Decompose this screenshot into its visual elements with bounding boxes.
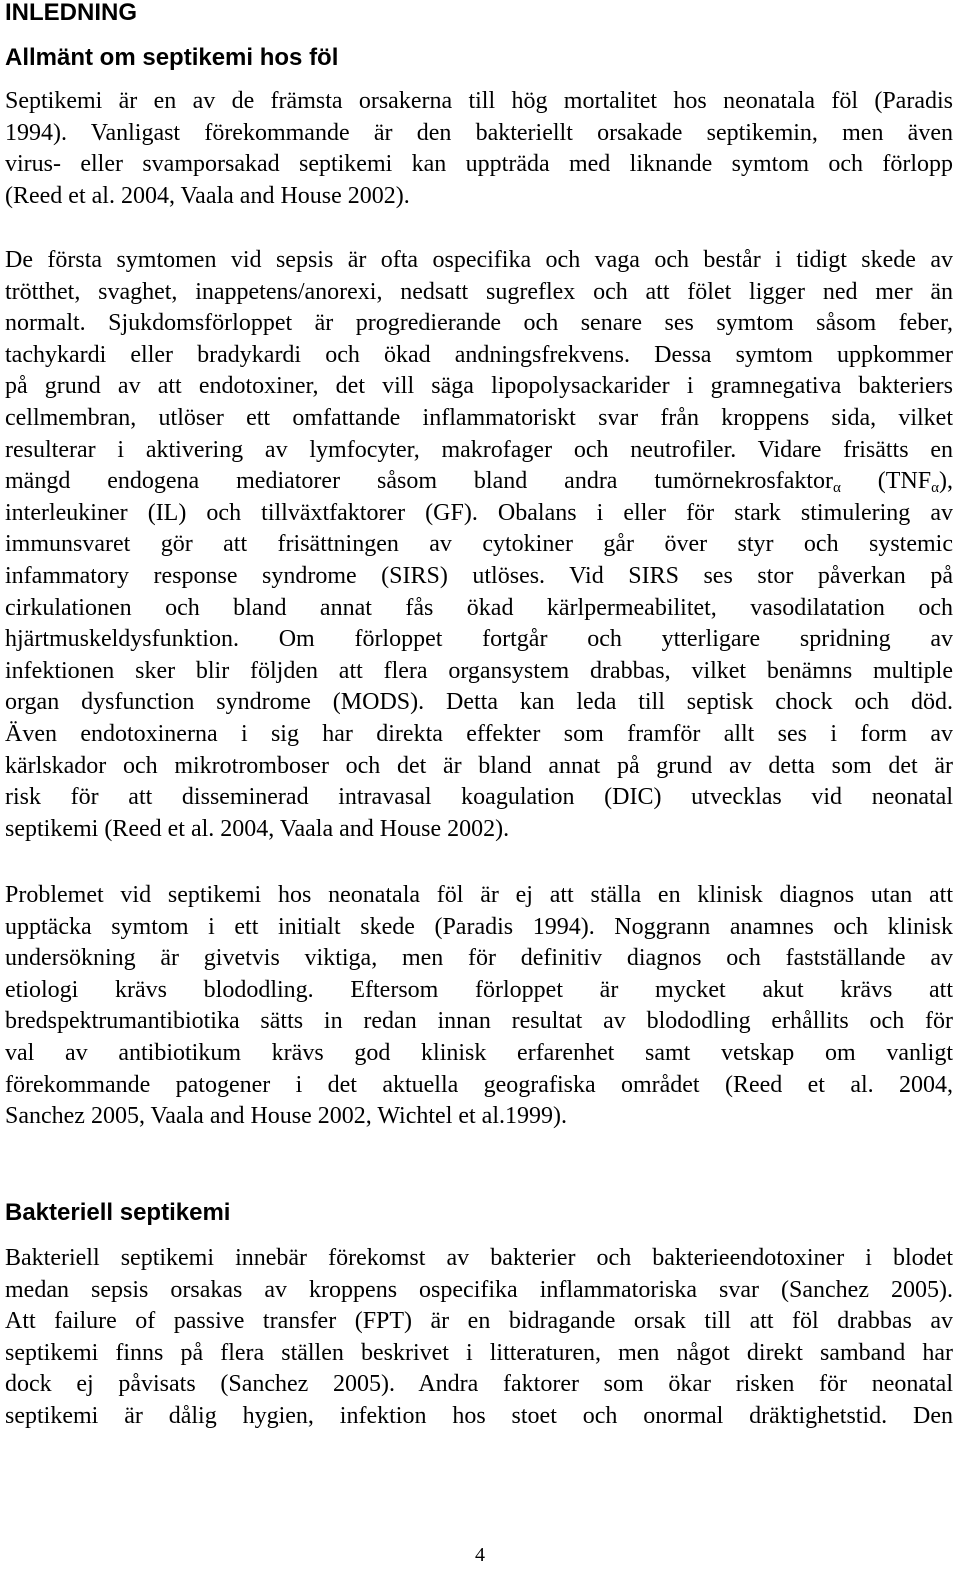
text-line: val av antibiotikum krävs god klinisk erfarenhet samt vetskap om vanligt: [5, 1039, 953, 1066]
tnf-text-after: ),: [939, 468, 953, 495]
section-title-allmant: Allmänt om septikemi hos föl: [5, 44, 339, 71]
text-line: cirkulationen och bland annat fås ökad kärlpermeabilitet, vasodilatation och: [5, 594, 953, 621]
paragraph-intro: [5, 86, 953, 212]
text-line: Problemet vid septikemi hos neonatala föl är ej att ställa en klinisk diagnos utan att: [5, 882, 953, 908]
text-line: infektionen sker blir följden att flera organsystem drabbas, vilket benämns multiple: [5, 657, 953, 684]
alpha-subscript: α: [833, 480, 841, 497]
main-heading: INLEDNING: [5, 0, 137, 26]
text-line: trötthet, svaghet, inappetens/anorexi, nedsatt sugreflex och att fölet ligger ned mer än: [5, 278, 953, 305]
text-line: cellmembran, utlöser ett omfattande inflammatoriskt svar från kroppens sida, vilket: [5, 404, 953, 431]
text-line: undersökning är givetvis viktiga, men för definitiv diagnos och fastställande av: [5, 945, 953, 972]
text-line: organ dysfunction syndrome (MODS). Detta kan leda till septisk chock och död.: [5, 689, 953, 716]
text-line: Att failure of passive transfer (FPT) är en bidragande orsak till att föl drabbas av: [5, 1308, 953, 1335]
text-line: Även endotoxinerna i sig har direkta effekter som framför allt ses i form av: [5, 720, 953, 747]
text-line: risk för att disseminerad intravasal koagulation (DIC) utvecklas vid neonatal: [5, 784, 953, 811]
text-line: upptäcka symtom i ett initialt skede (Paradis 1994). Noggrann anamnes och klinisk: [5, 913, 953, 940]
text-line: Sanchez 2005, Vaala and House 2002, Wichtel et al.1999).: [5, 1103, 567, 1130]
text-line: 1994). Vanligast förekommande är den bakteriellt orsakade septikemin, men även: [5, 119, 953, 146]
text-line: septikemi är dålig hygien, infektion hos stoet och onormal dräktighetstid. Den: [5, 1402, 953, 1429]
text-line: (Reed et al. 2004, Vaala and House 2002).: [5, 182, 410, 209]
text-line: dock ej påvisats (Sanchez 2005). Andra faktorer som ökar risken för neonatal: [5, 1371, 953, 1398]
text-line: förekommande patogener i det aktuella geografiska området (Reed et al. 2004,: [5, 1071, 953, 1098]
text-line: etiologi krävs blododling. Eftersom förloppet är mycket akut krävs att: [5, 976, 953, 1003]
alpha-subscript: α: [931, 480, 939, 497]
text-line: hjärtmuskeldysfunktion. Om förloppet fortgår och ytterligare spridning av: [5, 626, 953, 653]
paragraph-symptoms: [5, 245, 953, 845]
text-line-tnf: [5, 466, 953, 498]
text-line: normalt. Sjukdomsförloppet är progredierande och senare ses symtom såsom feber,: [5, 310, 953, 337]
text-line: infammatory response syndrome (SIRS) utlöses. Vid SIRS ses stor påverkan på: [5, 562, 953, 589]
text-line: Septikemi är en av de främsta orsakerna till hög mortalitet hos neonatala föl (Paradis: [5, 88, 953, 114]
text-line: på grund av att endotoxiner, det vill säga lipopolysackarider i gramnegativa bakteriers: [5, 373, 953, 400]
text-line: interleukiner (IL) och tillväxtfaktorer (GF). Obalans i eller för stark stimulering av: [5, 499, 953, 526]
text-line: De första symtomen vid sepsis är ofta ospecifika och vaga och består i tidigt skede av: [5, 247, 953, 273]
page-number: 4: [475, 1544, 485, 1566]
paragraph-bacterial: [5, 1243, 953, 1433]
tnf-text-before: mängd endogena mediatorer såsom bland andra tumörnekrosfaktor: [5, 468, 834, 495]
text-line: virus- eller svamporsakad septikemi kan uppträda med liknande symtom och förlopp: [5, 151, 953, 178]
section-title-bakteriell: Bakteriell septikemi: [5, 1199, 231, 1226]
paragraph-diagnosis: [5, 880, 953, 1133]
text-line: resulterar i aktivering av lymfocyter, makrofager och neutrofiler. Vidare frisätts en: [5, 436, 953, 463]
text-line: bredspektrumantibiotika sätts in redan innan resultat av blododling erhållits och för: [5, 1008, 953, 1035]
text-line: kärlskador och mikrotromboser och det är bland annat på grund av detta som det är: [5, 752, 953, 779]
text-line: medan sepsis orsakas av kroppens ospecifika inflammatoriska svar (Sanchez 2005).: [5, 1276, 953, 1303]
tnf-text-middle: (TNF: [840, 468, 932, 495]
text-line: tachykardi eller bradykardi och ökad andningsfrekvens. Dessa symtom uppkommer: [5, 341, 953, 368]
text-line: immunsvaret gör att frisättningen av cytokiner går över styr och systemic: [5, 531, 953, 558]
text-line: septikemi (Reed et al. 2004, Vaala and House 2002).: [5, 815, 510, 842]
text-line: septikemi finns på flera ställen beskrivet i litteraturen, men något direkt samband har: [5, 1339, 953, 1366]
text-line: Bakteriell septikemi innebär förekomst av bakterier och bakterieendotoxiner i blodet: [5, 1245, 953, 1271]
